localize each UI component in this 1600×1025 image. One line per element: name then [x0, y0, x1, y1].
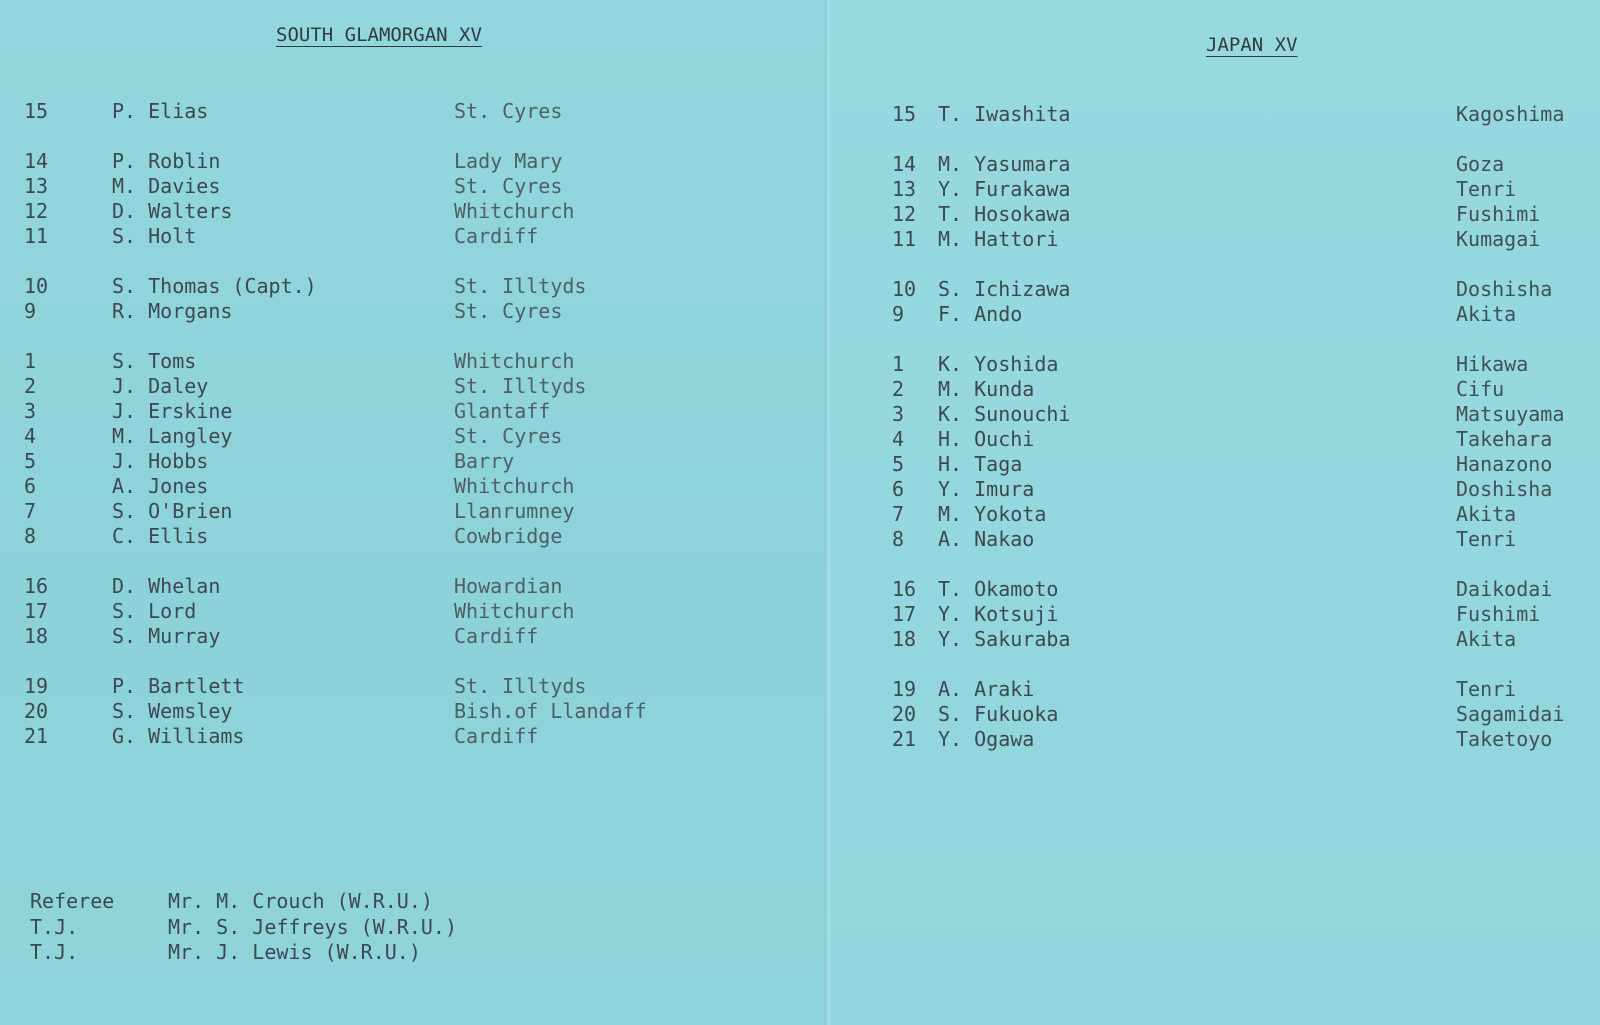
player-number: 4	[892, 427, 905, 451]
player-name: S. Murray	[112, 624, 221, 648]
player-club: Glantaff	[454, 399, 551, 423]
player-number: 6	[892, 477, 905, 501]
player-name: M. Yasumara	[938, 152, 1071, 176]
player-number: 13	[24, 174, 49, 198]
player-club: St. Illtyds	[454, 374, 587, 398]
team-title-south-glamorgan: SOUTH GLAMORGAN XV	[276, 24, 482, 46]
player-number: 14	[24, 149, 49, 173]
player-number: 1	[892, 352, 905, 376]
official-name: Mr. M. Crouch (W.R.U.)	[168, 889, 433, 913]
player-club: Cardiff	[454, 724, 539, 748]
player-club: St. Illtyds	[454, 274, 587, 298]
player-name: P. Roblin	[112, 149, 221, 173]
player-number: 15	[892, 102, 917, 126]
player-name: M. Davies	[112, 174, 221, 198]
official-role: T.J.	[30, 940, 79, 964]
player-number: 3	[24, 399, 37, 423]
player-club: Barry	[454, 449, 515, 473]
player-number: 8	[24, 524, 37, 548]
player-number: 19	[892, 677, 917, 701]
player-club: St. Cyres	[454, 174, 563, 198]
player-name: H. Ouchi	[938, 427, 1035, 451]
player-number: 5	[892, 452, 905, 476]
player-club: Sagamidai	[1456, 702, 1565, 726]
player-name: M. Langley	[112, 424, 233, 448]
player-number: 1	[24, 349, 37, 373]
player-name: Y. Ogawa	[938, 727, 1035, 751]
official-name: Mr. S. Jeffreys (W.R.U.)	[168, 914, 457, 939]
player-club: Akita	[1456, 302, 1517, 326]
player-name: H. Taga	[938, 452, 1023, 476]
player-club: Fushimi	[1456, 602, 1541, 626]
player-club: Whitchurch	[454, 599, 575, 623]
player-number: 2	[24, 374, 37, 398]
player-club: Fushimi	[1456, 202, 1541, 226]
player-name: S. O'Brien	[112, 499, 233, 523]
player-name: M. Yokota	[938, 502, 1047, 526]
player-number: 18	[24, 624, 49, 648]
player-number: 11	[24, 224, 49, 248]
player-name: D. Walters	[112, 199, 233, 223]
player-name: M. Hattori	[938, 227, 1059, 251]
player-name: K. Sunouchi	[938, 402, 1071, 426]
player-name: Y. Imura	[938, 477, 1035, 501]
player-club: St. Cyres	[454, 299, 563, 323]
player-name: G. Williams	[112, 724, 245, 748]
player-club: Kumagai	[1456, 227, 1541, 251]
player-name: T. Iwashita	[938, 102, 1071, 126]
player-club: Llanrumney	[454, 499, 575, 523]
player-name: T. Hosokawa	[938, 202, 1071, 226]
player-number: 15	[24, 99, 49, 123]
player-name: A. Araki	[938, 677, 1035, 701]
player-name: J. Daley	[112, 374, 209, 398]
player-number: 4	[24, 424, 37, 448]
player-club: Tenri	[1456, 177, 1517, 201]
player-number: 20	[24, 699, 49, 723]
player-number: 20	[892, 702, 917, 726]
player-name: F. Ando	[938, 302, 1023, 326]
player-club: Akita	[1456, 627, 1517, 651]
player-club: Matsuyama	[1456, 402, 1565, 426]
player-name: S. Lord	[112, 599, 197, 623]
player-club: Lady Mary	[454, 149, 563, 173]
player-number: 13	[892, 177, 917, 201]
player-name: C. Ellis	[112, 524, 209, 548]
player-number: 10	[892, 277, 917, 301]
player-name: K. Yoshida	[938, 352, 1059, 376]
official-role: Referee	[30, 889, 115, 913]
player-number: 17	[24, 599, 49, 623]
player-number: 8	[892, 527, 905, 551]
player-name: J. Hobbs	[112, 449, 209, 473]
player-name: M. Kunda	[938, 377, 1035, 401]
player-club: St. Illtyds	[454, 674, 587, 698]
player-club: Akita	[1456, 502, 1517, 526]
player-club: Bish.of Llandaff	[454, 699, 647, 723]
player-name: S. Wemsley	[112, 699, 233, 723]
player-name: Y. Kotsuji	[938, 602, 1059, 626]
player-name: A. Jones	[112, 474, 209, 498]
player-name: P. Bartlett	[112, 674, 245, 698]
player-club: Kagoshima	[1456, 102, 1565, 126]
player-number: 16	[892, 577, 917, 601]
player-number: 7	[892, 502, 905, 526]
player-club: Cardiff	[454, 624, 539, 648]
player-name: A. Nakao	[938, 527, 1035, 551]
player-number: 17	[892, 602, 917, 626]
official-name: Mr. J. Lewis (W.R.U.)	[168, 940, 421, 964]
player-number: 6	[24, 474, 37, 498]
player-club: Cardiff	[454, 224, 539, 248]
player-name: D. Whelan	[112, 574, 221, 598]
player-club: Whitchurch	[454, 199, 575, 223]
player-club: Doshisha	[1456, 477, 1553, 501]
player-number: 18	[892, 627, 917, 651]
player-club: Cowbridge	[454, 524, 563, 548]
player-name: S. Thomas (Capt.)	[112, 274, 317, 298]
player-number: 3	[892, 402, 905, 426]
player-club: St. Cyres	[454, 99, 563, 123]
player-club: Tenri	[1456, 677, 1517, 701]
player-number: 19	[24, 674, 49, 698]
player-name: R. Morgans	[112, 299, 233, 323]
player-club: Howardian	[454, 574, 563, 598]
player-number: 10	[24, 274, 49, 298]
player-name: T. Okamoto	[938, 577, 1059, 601]
player-number: 12	[24, 199, 49, 223]
player-number: 9	[24, 299, 37, 323]
player-name: S. Ichizawa	[938, 277, 1071, 301]
player-number: 2	[892, 377, 905, 401]
player-name: P. Elias	[112, 99, 209, 123]
player-number: 5	[24, 449, 37, 473]
official-role: T.J.	[30, 914, 79, 939]
player-number: 12	[892, 202, 917, 226]
player-name: J. Erskine	[112, 399, 233, 423]
player-club: Taketoyo	[1456, 727, 1553, 751]
player-number: 7	[24, 499, 37, 523]
player-number: 14	[892, 152, 917, 176]
player-club: Cifu	[1456, 377, 1505, 401]
player-club: Tenri	[1456, 527, 1517, 551]
player-name: Y. Furakawa	[938, 177, 1071, 201]
player-club: Whitchurch	[454, 474, 575, 498]
player-number: 11	[892, 227, 917, 251]
player-club: Hanazono	[1456, 452, 1553, 476]
player-number: 9	[892, 302, 905, 326]
right-page	[831, 0, 1600, 1025]
player-name: S. Holt	[112, 224, 197, 248]
player-club: St. Cyres	[454, 424, 563, 448]
player-club: Doshisha	[1456, 277, 1553, 301]
player-number: 16	[24, 574, 49, 598]
player-club: Daikodai	[1456, 577, 1553, 601]
player-name: Y. Sakuraba	[938, 627, 1071, 651]
team-title-japan: JAPAN XV	[1206, 34, 1298, 56]
player-club: Takehara	[1456, 427, 1553, 451]
player-club: Goza	[1456, 152, 1505, 176]
player-number: 21	[892, 727, 917, 751]
player-club: Whitchurch	[454, 349, 575, 373]
player-club: Hikawa	[1456, 352, 1529, 376]
player-name: S. Toms	[112, 349, 197, 373]
player-name: S. Fukuoka	[938, 702, 1059, 726]
player-number: 21	[24, 724, 49, 748]
